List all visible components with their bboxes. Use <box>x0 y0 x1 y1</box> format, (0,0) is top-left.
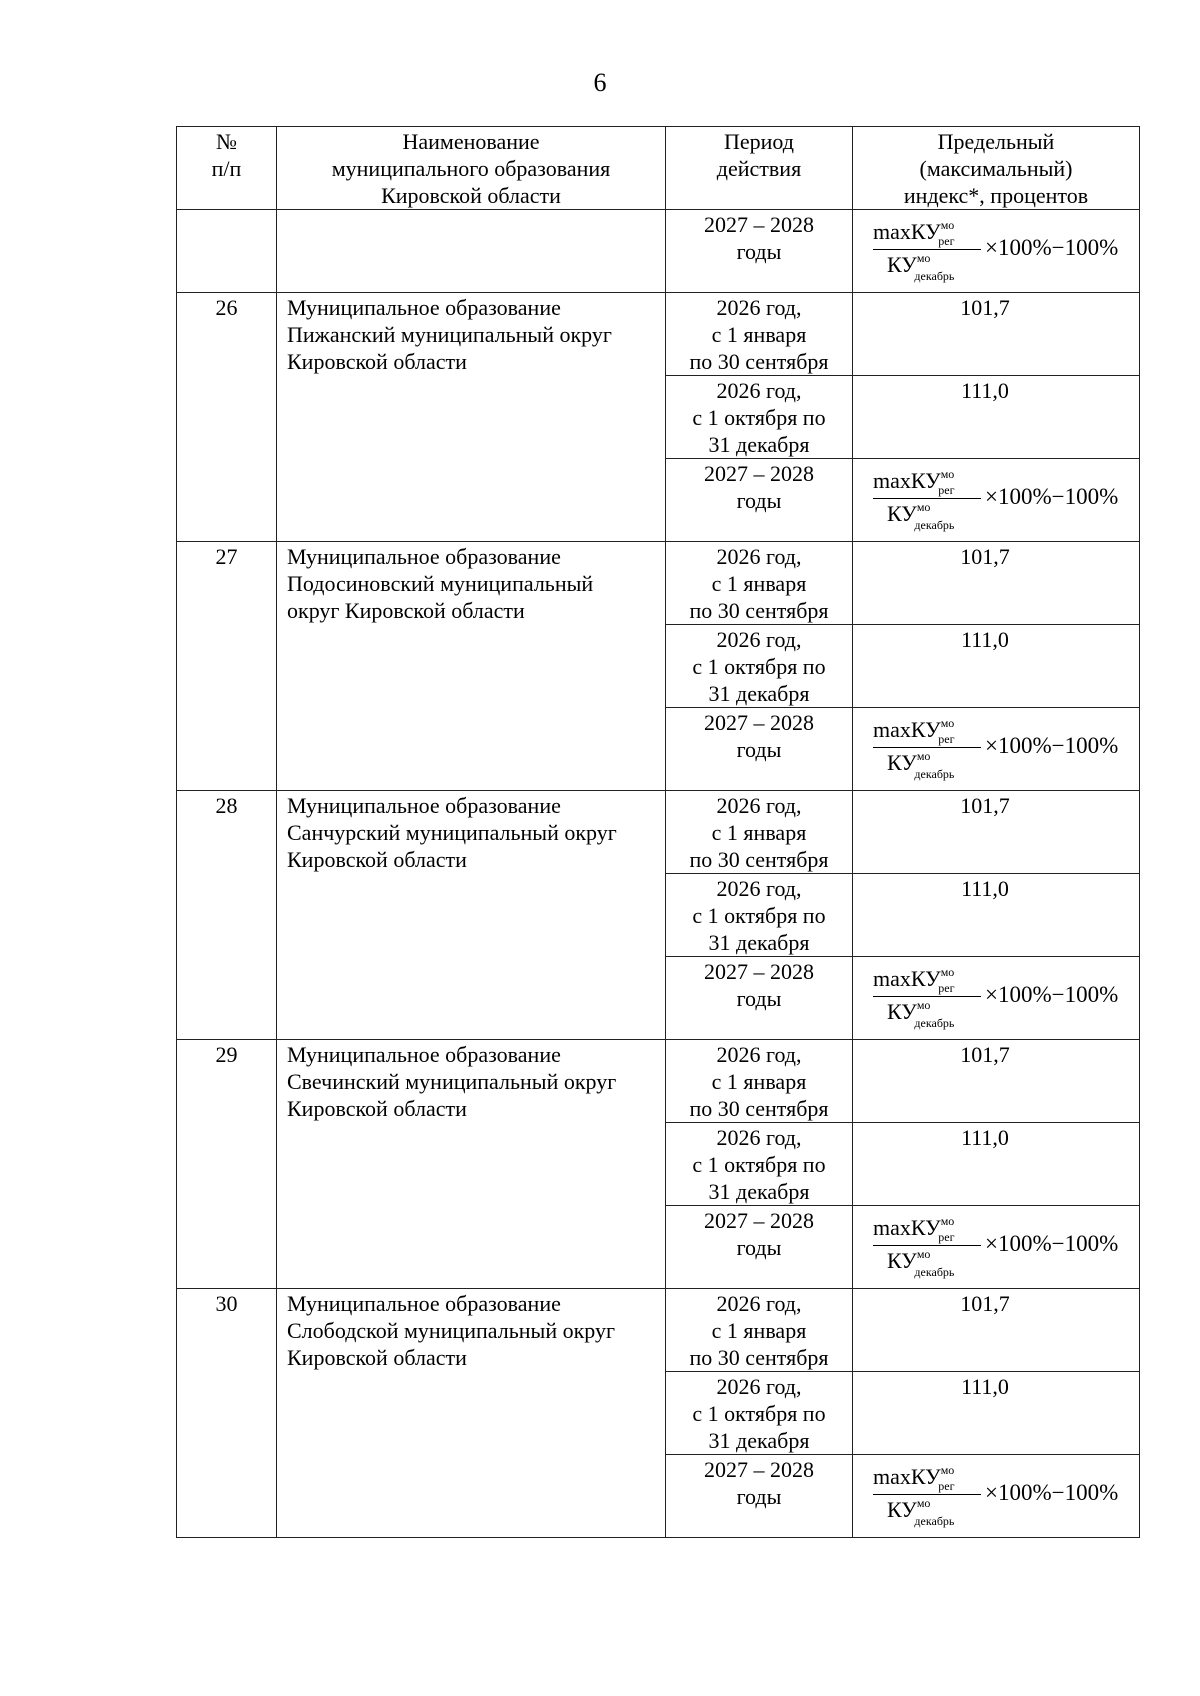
cell-period: 2027 – 2028 годы <box>666 210 853 293</box>
header-no: № п/п <box>177 127 277 210</box>
header-index: Предельный (максимальный) индекс*, процентов <box>853 127 1140 210</box>
formula-num-sub: рег <box>938 483 955 497</box>
cell-index-value: 111,0 <box>853 1123 1140 1206</box>
formula-tail: ×100%−100% <box>985 733 1119 758</box>
cell-period: 2027 – 2028 годы <box>666 708 853 791</box>
cell-index-value: 111,0 <box>853 376 1140 459</box>
formula-numerator <box>873 964 981 997</box>
formula-num-sup: мо <box>940 467 955 481</box>
continuation-row <box>177 210 1140 293</box>
formula-tail: ×100%−100% <box>985 235 1119 260</box>
formula-num-main: maxКУ <box>873 717 941 742</box>
formula-tail: ×100%−100% <box>985 982 1119 1007</box>
formula-den-sup: мо <box>916 251 931 265</box>
formula-tail: ×100%−100% <box>985 1480 1119 1505</box>
formula-num-main: maxКУ <box>873 1464 941 1489</box>
formula-numerator <box>873 715 981 748</box>
formula-cell <box>853 957 1140 1040</box>
cell-period: 2026 год, с 1 октября по 31 декабря <box>666 874 853 957</box>
cell-period: 2026 год, с 1 января по 30 сентября <box>666 1289 853 1372</box>
formula-cell <box>853 1455 1140 1538</box>
formula-denominator <box>873 499 981 532</box>
cell-index-value: 101,7 <box>853 293 1140 376</box>
cell-period: 2027 – 2028 годы <box>666 957 853 1040</box>
formula-cell <box>853 210 1140 293</box>
cell-index-value: 101,7 <box>853 1040 1140 1123</box>
cell-period: 2026 год, с 1 января по 30 сентября <box>666 1040 853 1123</box>
cell-period: 2026 год, с 1 января по 30 сентября <box>666 791 853 874</box>
table-header-row <box>177 127 1140 210</box>
formula-den-main: КУ <box>887 252 917 277</box>
formula-num-sub: рег <box>938 732 955 746</box>
cell-index-value: 111,0 <box>853 1372 1140 1455</box>
formula-numerator <box>873 1213 981 1246</box>
formula-num-main: maxКУ <box>873 966 941 991</box>
page-number: 6 <box>593 68 607 97</box>
formula-denominator <box>873 1246 981 1279</box>
cell-period: 2026 год, с 1 октября по 31 декабря <box>666 376 853 459</box>
formula-den-sub: декабрь <box>914 269 955 283</box>
formula-den-sup: мо <box>916 500 931 514</box>
formula-numerator <box>873 466 981 499</box>
formula-fraction <box>873 964 981 1030</box>
cell-no: 26 <box>177 293 277 542</box>
cell-no: 27 <box>177 542 277 791</box>
formula-denominator <box>873 250 981 283</box>
formula-den-sub: декабрь <box>914 767 955 781</box>
header-period: Период действия <box>666 127 853 210</box>
cell-name <box>277 210 666 293</box>
formula-den-main: КУ <box>887 1497 917 1522</box>
formula-tail: ×100%−100% <box>985 1231 1119 1256</box>
cell-name: Муниципальное образование Санчурский муниципальный округ Кировской области <box>277 791 666 1040</box>
cell-period: 2026 год, с 1 января по 30 сентября <box>666 293 853 376</box>
formula-num-sub: рег <box>938 981 955 995</box>
formula-den-sup: мо <box>916 749 931 763</box>
formula-fraction <box>873 1213 981 1279</box>
formula-num-sub: рег <box>938 1230 955 1244</box>
formula-cell <box>853 708 1140 791</box>
formula-den-sup: мо <box>916 1496 931 1510</box>
table-row <box>177 791 1140 874</box>
table-row <box>177 293 1140 376</box>
cell-period: 2027 – 2028 годы <box>666 459 853 542</box>
cell-period: 2027 – 2028 годы <box>666 1455 853 1538</box>
formula-cell <box>853 1206 1140 1289</box>
formula-numerator <box>873 217 981 250</box>
cell-name: Муниципальное образование Подосиновский муниципальный округ Кировской области <box>277 542 666 791</box>
formula-den-sub: декабрь <box>914 1016 955 1030</box>
cell-period: 2026 год, с 1 октября по 31 декабря <box>666 1123 853 1206</box>
cell-no <box>177 210 277 293</box>
formula-num-main: maxКУ <box>873 1215 941 1240</box>
formula-den-sup: мо <box>916 998 931 1012</box>
formula-num-sup: мо <box>940 965 955 979</box>
formula-num-sub: рег <box>938 1479 955 1493</box>
cell-period: 2026 год, с 1 января по 30 сентября <box>666 542 853 625</box>
cell-name: Муниципальное образование Пижанский муниципальный округ Кировской области <box>277 293 666 542</box>
formula-cell <box>853 459 1140 542</box>
formula-den-main: КУ <box>887 999 917 1024</box>
cell-name: Муниципальное образование Свечинский муниципальный округ Кировской области <box>277 1040 666 1289</box>
formula-num-main: maxКУ <box>873 468 941 493</box>
formula-num-sup: мо <box>940 1463 955 1477</box>
cell-index-value: 101,7 <box>853 542 1140 625</box>
cell-no: 28 <box>177 791 277 1040</box>
formula-den-sub: декабрь <box>914 1265 955 1279</box>
formula-den-sup: мо <box>916 1247 931 1261</box>
formula-fraction <box>873 466 981 532</box>
formula-fraction <box>873 715 981 781</box>
formula-den-sub: декабрь <box>914 1514 955 1528</box>
cell-index-value: 101,7 <box>853 791 1140 874</box>
cell-period: 2026 год, с 1 октября по 31 декабря <box>666 1372 853 1455</box>
formula-den-main: КУ <box>887 750 917 775</box>
formula-num-main: maxКУ <box>873 219 941 244</box>
index-table <box>176 126 1140 1538</box>
header-name: Наименование муниципального образования Кировской области <box>277 127 666 210</box>
formula-fraction <box>873 1462 981 1528</box>
formula-num-sup: мо <box>940 218 955 232</box>
formula-num-sup: мо <box>940 1214 955 1228</box>
cell-no: 30 <box>177 1289 277 1538</box>
cell-period: 2026 год, с 1 октября по 31 декабря <box>666 625 853 708</box>
cell-index-value: 111,0 <box>853 625 1140 708</box>
formula-denominator <box>873 748 981 781</box>
formula-numerator <box>873 1462 981 1495</box>
formula-den-main: КУ <box>887 1248 917 1273</box>
cell-index-value: 101,7 <box>853 1289 1140 1372</box>
formula-fraction <box>873 217 981 283</box>
formula-denominator <box>873 1495 981 1528</box>
formula-num-sup: мо <box>940 716 955 730</box>
formula-tail: ×100%−100% <box>985 484 1119 509</box>
table-row <box>177 1289 1140 1372</box>
cell-period: 2027 – 2028 годы <box>666 1206 853 1289</box>
cell-no: 29 <box>177 1040 277 1289</box>
cell-index-value: 111,0 <box>853 874 1140 957</box>
cell-name: Муниципальное образование Слободской муниципальный округ Кировской области <box>277 1289 666 1538</box>
formula-den-sub: декабрь <box>914 518 955 532</box>
formula-num-sub: рег <box>938 234 955 248</box>
formula-denominator <box>873 997 981 1030</box>
table-row <box>177 1040 1140 1123</box>
table-row <box>177 542 1140 625</box>
formula-den-main: КУ <box>887 501 917 526</box>
